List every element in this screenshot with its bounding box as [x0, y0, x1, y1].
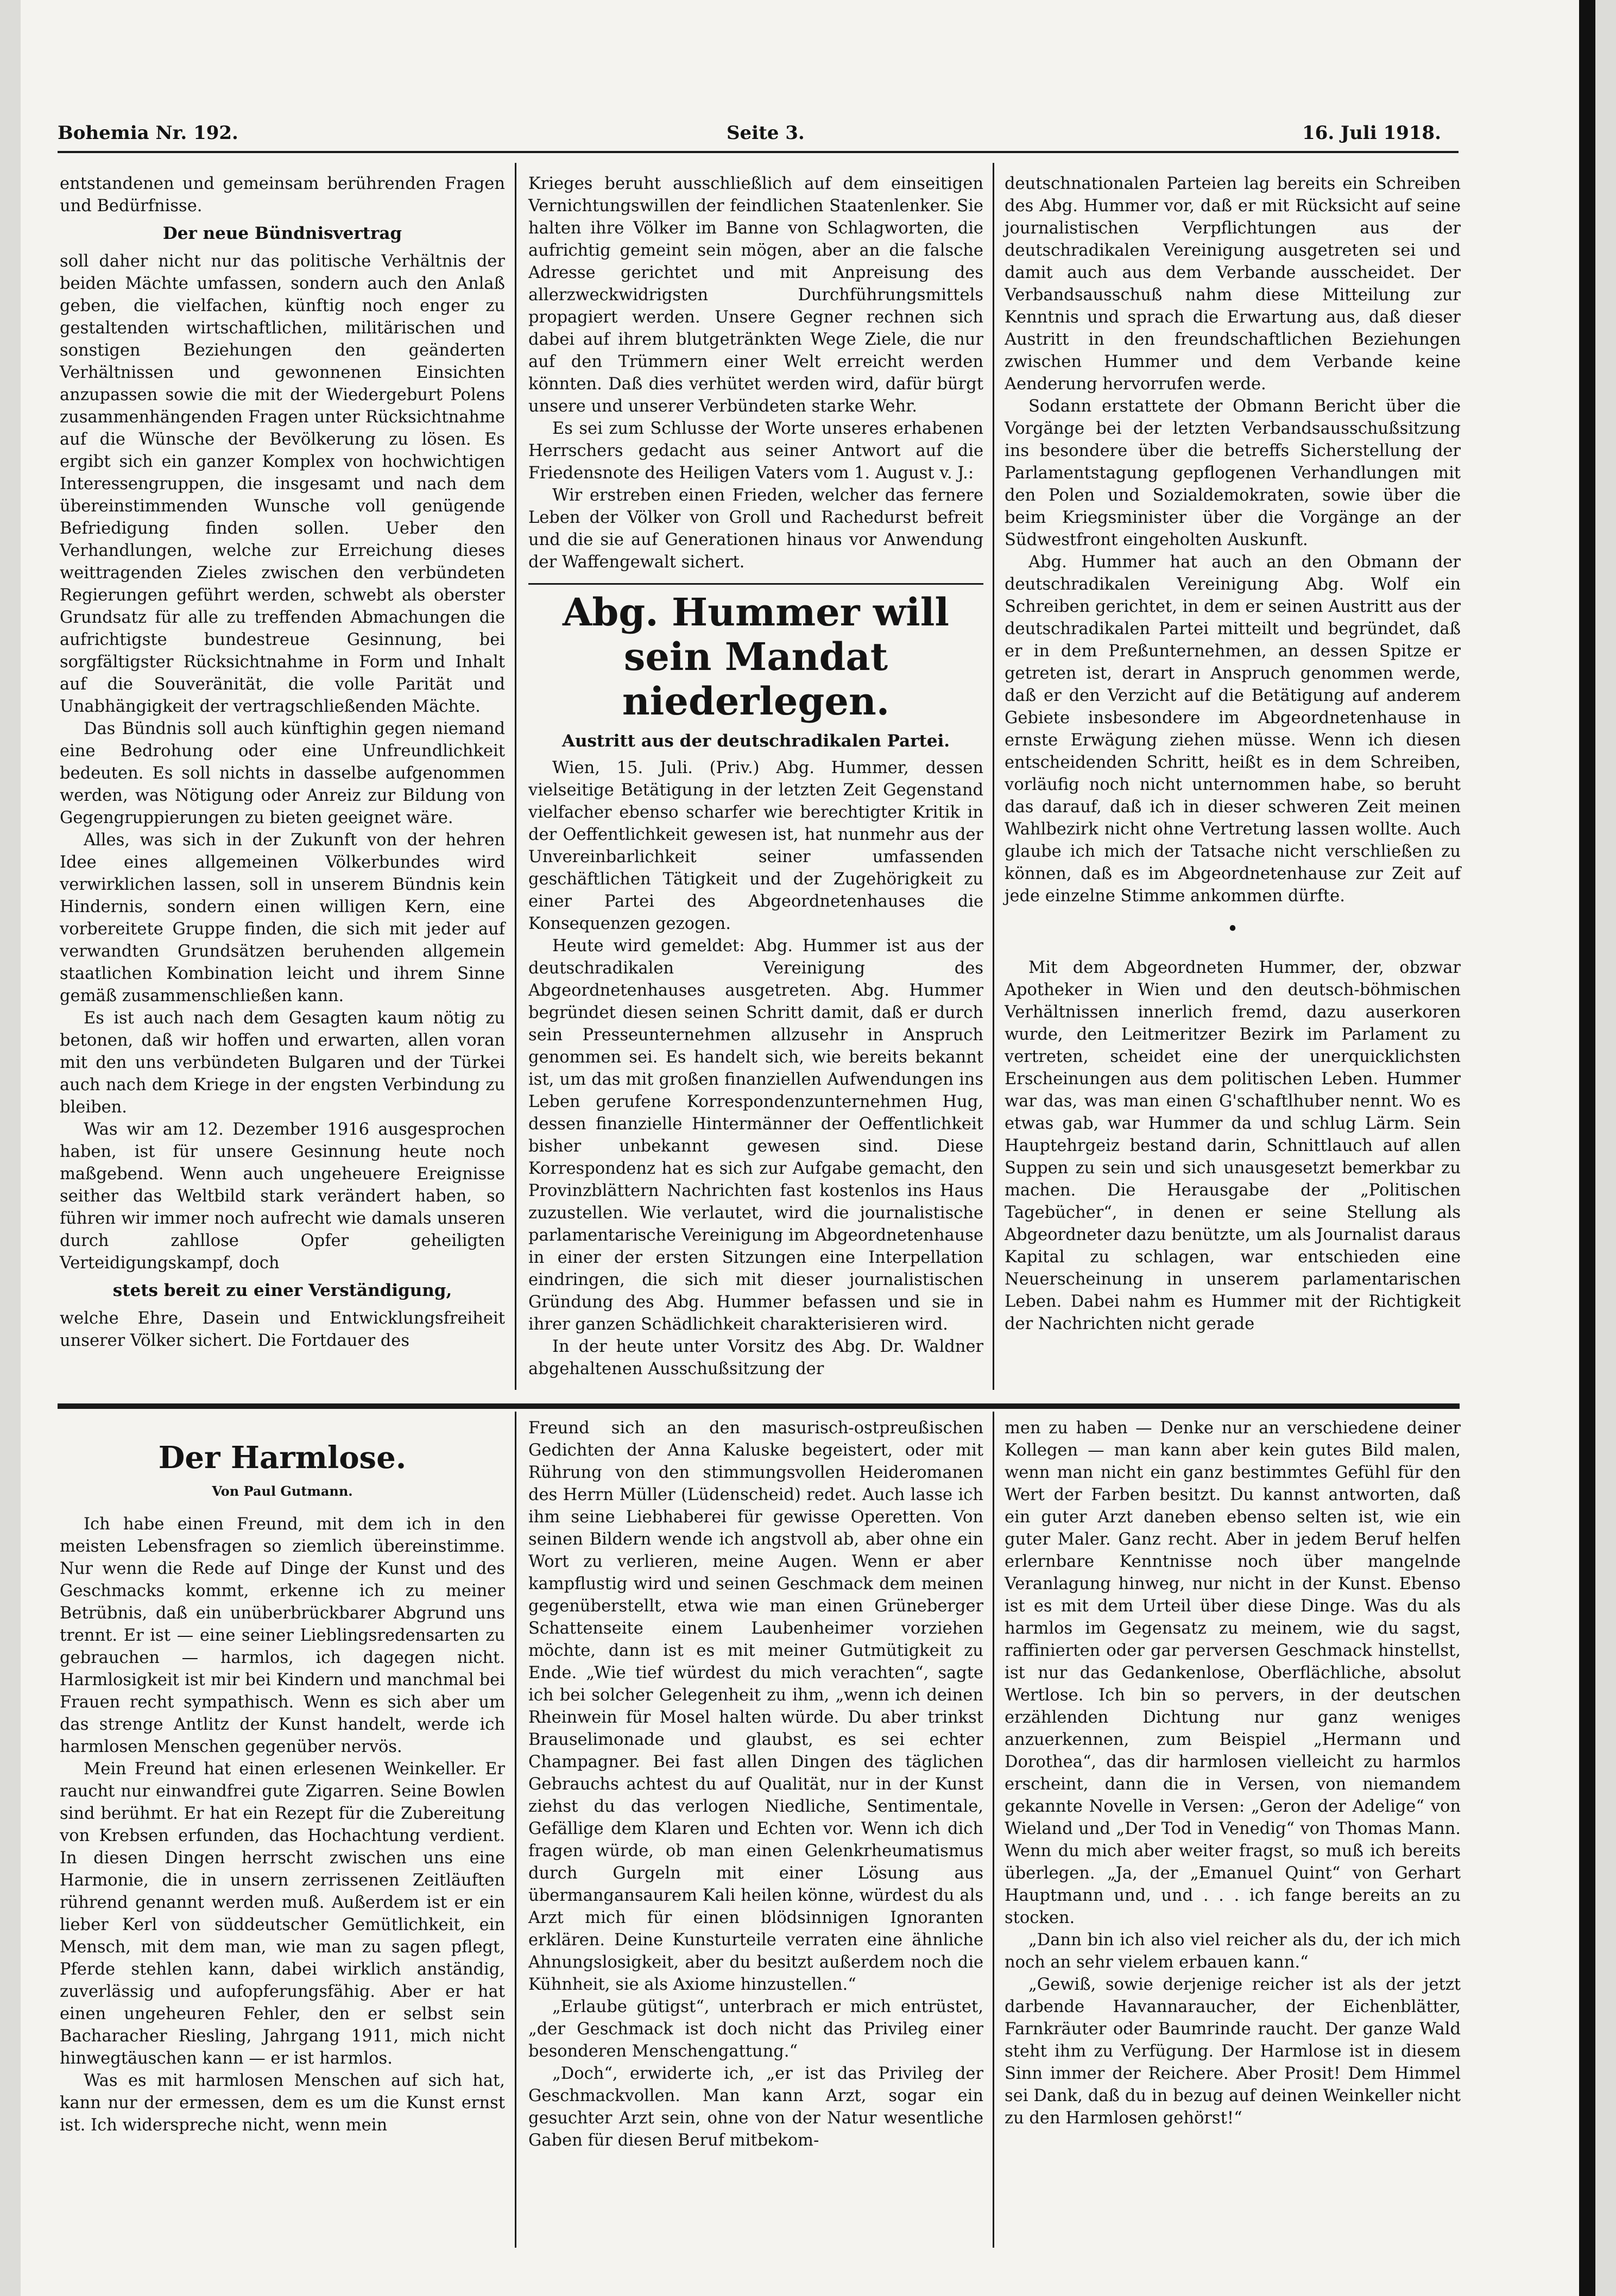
- header-issue: Bohemia Nr. 192.: [58, 122, 238, 144]
- paragraph: „Doch“, erwiderte ich, „er ist das Privileg der Geschmackvollen. Man kann Arzt, sogar ein gesuchter Arzt sein, ohne von der Natur wesentliche Gaben für diesen Beruf mitbekom-: [528, 2064, 983, 2150]
- column-rule-1: [515, 163, 516, 1390]
- header-rule: [58, 151, 1459, 153]
- paragraph: Es sei zum Schlusse der Worte unseres erhabenen Herrschers gedacht aus seiner Antwort auf die Friedensnote des Heiligen Vaters vom 1. August v. J.:: [528, 419, 983, 483]
- paragraph: Abg. Hummer hat auch an den Obmann der deutschradikalen Vereinigung Abg. Wolf ein Schreiben gerichtet, in dem er seinen Austritt aus der deutschradikalen Partei mitteilt und begründet, daß er in dem Preßunternehmen, an dessen Spitze er getreten ist, derart in Anspruch genommen werde, daß er den Verzicht auf die Betätigung auf anderem Gebiete insbesondere im Abgeordnetenhause in ernste Erwägung ziehen müsse. Wenn ich diesen entscheidenden Schritt, heißt es in dem Schreiben, vorläufig noch nicht unternommen habe, so beruht das darauf, daß ich in dieser schweren Zeit meinen Wahlbezirk nicht ohne Vertretung lassen wollte. Auch glaube ich mich der Tatsache nicht verschließen zu können, daß es im Abgeordnetenhause zur Zeit auf jede einzelne Stimme ankommen dürfte.: [1005, 553, 1461, 906]
- feuilleton-column-3: [1005, 1417, 1461, 2129]
- paragraph: Freund sich an den masurisch-ostpreußischen Gedichten der Anna Kaluske begeistert, oder mit Rührung von den stimmungsvollen Heideromanen des Herrn Müller (Lüdenscheid) redet. Auch lasse ich ihm seine Liebhaberei für gewisse Operetten. Von seinen Bildern wende ich angstvoll ab, aber ohne ein Wort zu verlieren, meine Augen. Wenn er aber kampflustig wird und seinen Geschmack dem meinen gegenüberstellt, etwa wie man einen Grüneberger Schattenseite einem Laubenheimer vorziehen möchte, dann ist es mit meiner Gutmütigkeit zu Ende. „Wie tief würdest du mich verachten“, sagte ich bei solcher Gelegenheit zu ihm, „wenn ich deinen Rheinwein für Mosel halten würde. Du aber trinkst Brauselimonade und glaubst, es sei echter Champagner. Bei fast allen Dingen des täglichen Gebrauchs achtest du auf Qualität, nur in der Kunst ziehst du das verlogen Niedliche, Sentimentale, Gefällige dem Klaren und Echten vor. Wenn ich dich fragen würde, ob man einen Gelenkrheumatismus durch Gurgeln mit einer Lösung aus übermangansaurem Kali heilen könne, würdest du als Arzt mich für einen blödsinnigen Ignoranten erklären. Deine Kunsturteile verraten eine ähnliche Ahnungslosigkeit, aber du besitzt außerdem noch die Kühnheit, sie als Axiome hinzustellen.“: [528, 1419, 983, 1994]
- feuilleton-author: Von Paul Gutmann.: [212, 1483, 353, 1499]
- feuilleton-column-1: [60, 1417, 505, 2136]
- paragraph: Mein Freund hat einen erlesenen Weinkeller. Er raucht nur einwandfrei gute Zigarren. Seine Bowlen sind berühmt. Er hat ein Rezept für die Zubereitung von Krebsen erfunden, das Hochachtung verdient. In diesen Dingen herrscht zwischen uns eine Harmonie, die in unsern zerrissenen Zeitläuften rührend genannt werden muß. Außerdem ist er ein lieber Kerl von süddeutscher Gemütlichkeit, ein Mensch, mit dem man, wie man zu sagen pflegt, Pferde stehlen kann, dabei wirklich anständig, zuverlässig und aufopferungsfähig. Aber er hat einen ungeheuren Fehler, den er selbst sein Bacharacher Riesling, Jahrgang 1911, mich nicht hinwegtäuschen kann — er ist harmlos.: [60, 1760, 505, 2068]
- subheading-verstaendigung: stets bereit zu einer Verständigung,: [112, 1281, 452, 1300]
- feuilleton-rule: [58, 1403, 1460, 1409]
- paragraph: men zu haben — Denke nur an verschiedene deiner Kollegen — man kann aber kein gutes Bild malen, wenn man nicht ein ganz bestimmtes Gefühl für den Wert der Farben besitzt. Du kannst antworten, daß ein guter Arzt daneben ebenso selten ist, wie ein guter Maler. Ganz recht. Aber in jedem Beruf helfen erlernbare Kenntnisse noch über mangelnde Veranlagung hinweg, nur nicht in der Kunst. Ebenso ist es mit dem Urteil über diese Dinge. Was du als harmlos im Gegensatz zu meinem, wie du sagst, raffinierten oder gar perversen Geschmack hinstellst, ist nur das Gedankenlose, Oberflächliche, absolut Wertlose. Ich bin so pervers, in der deutschen erzählenden Dichtung nur ganz weniges anzuerkennen, zum Beispiel „Hermann und Dorothea“, das dir harmlosen vielleicht zu harmlos erscheint, dann die in Versen, von niemandem gekannte Novelle in Versen: „Geron der Adelige“ von Wieland und „Der Tod in Venedig“ von Thomas Mann. Wenn du mich aber weiter fragst, so muß ich bereits überlegen. „Ja, der „Emanuel Quint“ von Gerhart Hauptmann und, und . . . ich fange bereits an zu stocken.: [1005, 1419, 1461, 1927]
- headline-hummer: Abg. Hummer will sein Mandat niederlegen.: [563, 590, 949, 724]
- paragraph: „Gewiß, sowie derjenige reicher ist als der jetzt darbende Havannaraucher, der Eichenblätter, Farnkräuter oder Baumrinde raucht. Der ganze Wald steht ihm zu Verfügung. Der Harmlose ist in diesem Sinn immer der Reichere. Aber Prosit! Dem Himmel sei Dank, daß du in bezug auf deinen Weinkeller nicht zu den Harmlosen gehörst!“: [1005, 1975, 1461, 2128]
- paragraph: In der heute unter Vorsitz des Abg. Dr. Waldner abgehaltenen Ausschußsitzung der: [528, 1337, 983, 1378]
- paragraph: welche Ehre, Dasein und Entwicklungsfreiheit unserer Völker sichert. Die Fortdauer des: [60, 1309, 505, 1350]
- quote-paragraph: Wir erstreben einen Frieden, welcher das fernere Leben der Völker von Groll und Rachedurst befreit und die sie auf Generationen hinaus vor Anwendung der Waffengewalt sichert.: [528, 486, 983, 572]
- paragraph: Alles, was sich in der Zukunft von der hehren Idee eines allgemeinen Völkerbundes wird verwirklichen lassen, soll in unserem Bündnis kein Hindernis, sondern einen willigen Kern, eine vorbereitete Gruppe finden, die sich mit jeder auf verwandten Grundsätzen beruhenden allgemein staatlichen Kombination leicht und ihrem Sinne gemäß zusammenschließen kann.: [60, 831, 505, 1005]
- paragraph: Was es mit harmlosen Menschen auf sich hat, kann nur der ermessen, dem es um die Kunst ernst ist. Ich widerspreche nicht, wenn mein: [60, 2071, 505, 2135]
- header-page-number: Seite 3.: [727, 122, 805, 144]
- newspaper-page: [21, 0, 1595, 2296]
- paragraph: Es ist auch nach dem Gesagten kaum nötig zu betonen, daß wir hoffen und erwarten, allen voran mit den uns verbündeten Bulgaren und der Türkei auch nach dem Kriege in der engsten Verbindung zu bleiben.: [60, 1009, 505, 1117]
- section-divider-bullet: •: [1227, 918, 1239, 940]
- column-rule-2: [993, 163, 994, 1390]
- paragraph: Mit dem Abgeordneten Hummer, der, obzwar Apotheker in Wien und den deutsch-böhmischen Verhältnissen innerlich fremd, dazu auserkoren wurde, den Leitmeritzer Bezirk im Parlament zu vertreten, scheidet eine der unerquicklichsten Erscheinungen aus dem politischen Leben. Hummer war das, was man einen G'schaftlhuber nennt. Wo es etwas gab, war Hummer da und schlug Lärm. Sein Hauptehrgeiz bestand darin, Schnittlauch auf allen Suppen zu sein und sich unausgesetzt bemerkbar zu machen. Die Herausgabe der „Politischen Tagebücher“, in denen er seine Stellung als Abgeordneter dazu benützte, um als Journalist daraus Kapital zu schlagen, war entschieden eine Neuerscheinung in unserem parlamentarischen Leben. Dabei nahm es Hummer mit der Richtigkeit der Nachrichten nicht gerade: [1005, 958, 1461, 1333]
- feuilleton-column-2: [528, 1417, 983, 2152]
- subheading-buendnisvertrag: Der neue Bündnisvertrag: [162, 224, 402, 243]
- paragraph: „Erlaube gütigst“, unterbrach er mich entrüstet, „der Geschmack ist doch nicht das Privileg einer besonderen Menschengattung.“: [528, 1997, 983, 2061]
- section-rule: [528, 583, 983, 585]
- header-date: 16. Juli 1918.: [1302, 122, 1441, 144]
- paragraph: Das Bündnis soll auch künftighin gegen niemand eine Bedrohung oder eine Unfreundlichkeit bedeuten. Es soll nichts in dasselbe aufgenommen werden, was Nötigung oder Anreiz zur Bildung von Gegengruppierungen zu bieten geeignet wäre.: [60, 719, 505, 827]
- paragraph: „Dann bin ich also viel reicher als du, der ich mich noch an sehr vielem erbauen kann.“: [1005, 1931, 1461, 1972]
- paragraph: deutschnationalen Parteien lag bereits ein Schreiben des Abg. Hummer vor, daß er mit Rücksicht auf seine journalistischen Verpflichtungen aus der deutschradikalen Vereinigung ausgetreten sei und damit auch aus dem Verbande ausscheidet. Der Verbandsausschuß nahm diese Mitteilung zur Kenntnis und sprach die Erwartung aus, daß dieser Austritt in den freundschaftlichen Beziehungen zwischen Hummer und dem Verbande keine Aenderung hervorrufen werde.: [1005, 174, 1461, 394]
- article-column-3: [1005, 173, 1461, 1335]
- paragraph: soll daher nicht nur das politische Verhältnis der beiden Mächte umfassen, sondern auch den Anlaß geben, die vielfachen, künftig noch enger zu gestaltenden wirtschaftlichen, militärischen und sonstigen Beziehungen den geänderten Verhältnissen und gewonnenen Einsichten anzupassen sowie die mit der Wiedergeburt Polens zusammenhängenden Fragen unter Rücksichtnahme auf die Wünsche der Bevölkerung zu lösen. Es ergibt sich ein ganzer Komplex von hochwichtigen Interessengruppen, die insgesamt und nach dem übereinstimmenden Wunsche voll genügende Befriedigung finden sollen. Ueber den Verhandlungen, welche zur Erreichung dieses weittragenden Zieles zwischen den verbündeten Regierungen geführt werden, schwebt als oberster Grundsatz für alle zu treffenden Abmachungen die aufrichtigste bundestreue Gesinnung, bei sorgfältigster Rücksichtnahme in Form und Inhalt auf die Souveränität, die volle Parität und Unabhängigkeit der vertragschließenden Mächte.: [60, 252, 505, 716]
- paragraph: Wien, 15. Juli. (Priv.) Abg. Hummer, dessen vielseitige Betätigung in der letzten Zeit Gegenstand vielfacher ebenso scharfer wie berechtigter Kritik in der Oeffentlichkeit gewesen ist, hat nunmehr aus der Unvereinbarlichkeit seiner umfassenden geschäftlichen Tätigkeit und der Zugehörigkeit zu einer Partei des Abgeordnetenhauses die Konsequenzen gezogen.: [528, 758, 983, 933]
- article-column-1: [60, 173, 505, 1352]
- feuilleton-column-rule-2: [993, 1412, 994, 2248]
- feuilleton-column-rule-1: [515, 1412, 516, 2248]
- feuilleton-title: Der Harmlose.: [158, 1440, 407, 1476]
- paragraph: Ich habe einen Freund, mit dem ich in den meisten Lebensfragen so ziemlich übereinstimme. Nur wenn die Rede auf Dinge der Kunst und des Geschmacks kommt, erkenne ich zu meiner Betrübnis, daß ein unüberbrückbarer Abgrund uns trennt. Er ist — eine seiner Lieblingsredensarten zu gebrauchen — harmlos, ich dagegen nicht. Harmlosigkeit ist mir bei Kindern und manchmal bei Frauen recht sympathisch. Wenn es sich aber um das strenge Antlitz der Kunst handelt, werde ich harmlosen Menschen gegenüber nervös.: [60, 1515, 505, 1756]
- headline-subtitle: Austritt aus der deutschradikalen Partei.: [561, 731, 950, 751]
- paragraph: Was wir am 12. Dezember 1916 ausgesprochen haben, ist für unsere Gesinnung heute noch maßgebend. Wenn auch ungeheuere Ereignisse seither das Weltbild stark verändert haben, so führen wir immer noch aufrecht wie damals unseren durch zahllose Opfer geheiligten Verteidigungskampf, doch: [60, 1120, 505, 1273]
- paragraph: entstandenen und gemeinsam berührenden Fragen und Bedürfnisse.: [60, 174, 505, 216]
- paragraph: Sodann erstattete der Obmann Bericht über die Vorgänge bei der letzten Verbandsausschußsitzung ins besondere über die betreffs Sicherstellung der Parlamentstagung gepflogenen Verhandlungen mit den Polen und Sozialdemokraten, sowie über die beim Kriegsminister über die Vorgänge an der Südwestfront eingeholten Auskunft.: [1005, 397, 1461, 549]
- scan-border: [1579, 0, 1595, 2296]
- paragraph: Heute wird gemeldet: Abg. Hummer ist aus der deutschradikalen Vereinigung des Abgeordnetenhauses ausgetreten. Abg. Hummer begründet diesen seinen Schritt damit, daß er durch sein Presseunternehmen allzusehr in Anspruch genommen sei. Es handelt sich, wie bereits bekannt ist, um das mit großen finanziellen Aufwendungen ins Leben gerufene Korrespondenzunternehmen Hug, dessen finanzielle Hintermänner der Oeffentlichkeit bisher unbekannt gewesen sind. Diese Korrespondenz hat es sich zur Aufgabe gemacht, den Provinzblättern Nachrichten fast kostenlos ins Haus zuzustellen. Wie verlautet, wird die journalistische parlamentarische Vereinigung im Abgeordnetenhause in einer der ersten Sitzungen eine Interpellation eindringen, die sich mit dieser journalistischen Gründung des Abg. Hummer befassen und sie in ihrer ganzen Schädlichkeit charakterisieren wird.: [528, 937, 983, 1334]
- paragraph: Krieges beruht ausschließlich auf dem einseitigen Vernichtungswillen der feindlichen Staatenlenker. Sie halten ihre Völker im Banne von Schlagworten, die aufrichtig gemeint sein mögen, aber an die falsche Adresse gerichtet und mit Anpreisung des allerzweckwidrigsten Durchführungsmittels propagiert werden. Unsere Gegner rechnen sich dabei auf ihrem blutgetränkten Wege Ziele, die nur auf den Trümmern einer Welt erreicht werden könnten. Daß dies verhütet werden wird, dafür bürgt unsere und unserer Verbündeten starke Wehr.: [528, 174, 983, 416]
- article-column-2: [528, 173, 983, 1380]
